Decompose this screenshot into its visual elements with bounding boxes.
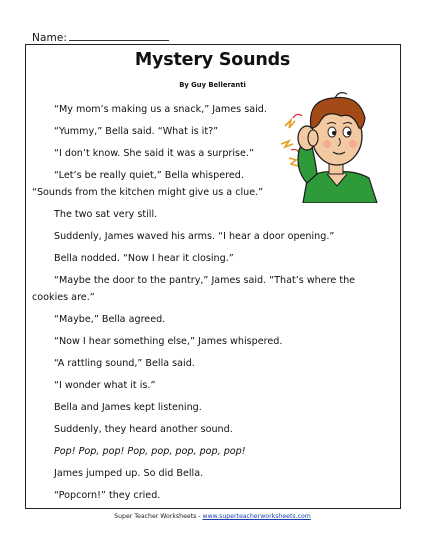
- story-line: “A rattling sound,” Bella said.: [54, 358, 195, 369]
- story-line: The two sat very still.: [54, 209, 158, 220]
- story-line: “Popcorn!” they cried.: [54, 490, 161, 501]
- story-line: Bella nodded. “Now I hear it closing.”: [54, 253, 234, 264]
- sound-lines-icon: [281, 120, 298, 166]
- page-footer: [0, 513, 425, 520]
- name-label: Name:: [32, 32, 68, 44]
- story-byline: By Guy Belleranti: [179, 81, 246, 89]
- story-line: cookies are.”: [32, 292, 95, 303]
- story-line: Suddenly, James waved his arms. “I hear a door opening.”: [54, 231, 335, 242]
- story-line: “Now I hear something else,” James whispered.: [54, 336, 283, 347]
- story-line: “Let’s be really quiet,” Bella whispered.: [54, 170, 244, 181]
- story-line: “Yummy,” Bella said. “What is it?”: [54, 126, 219, 137]
- story-line: James jumped up. So did Bella.: [54, 468, 204, 479]
- footer-link[interactable]: www.superteacherworksheets.com: [202, 513, 311, 520]
- story-line: “My mom’s making us a snack,” James said.: [54, 104, 267, 115]
- story-line: “Maybe,” Bella agreed.: [54, 314, 166, 325]
- story-line: “Sounds from the kitchen might give us a clue.”: [32, 187, 264, 198]
- story-line: “I don’t know. She said it was a surprise.”: [54, 148, 254, 159]
- boy-listening-illustration: [277, 88, 399, 203]
- story-line: “Maybe the door to the pantry,” James said. “That’s where the: [54, 275, 356, 286]
- story-line: “I wonder what it is.”: [54, 380, 156, 391]
- footer-text: Super Teacher Worksheets -: [114, 513, 203, 520]
- story-title: Mystery Sounds: [134, 50, 291, 70]
- story-line: Bella and James kept listening.: [54, 402, 202, 413]
- story-line: Pop! Pop, pop! Pop, pop, pop, pop, pop!: [54, 446, 246, 457]
- story-line: Suddenly, they heard another sound.: [54, 424, 233, 435]
